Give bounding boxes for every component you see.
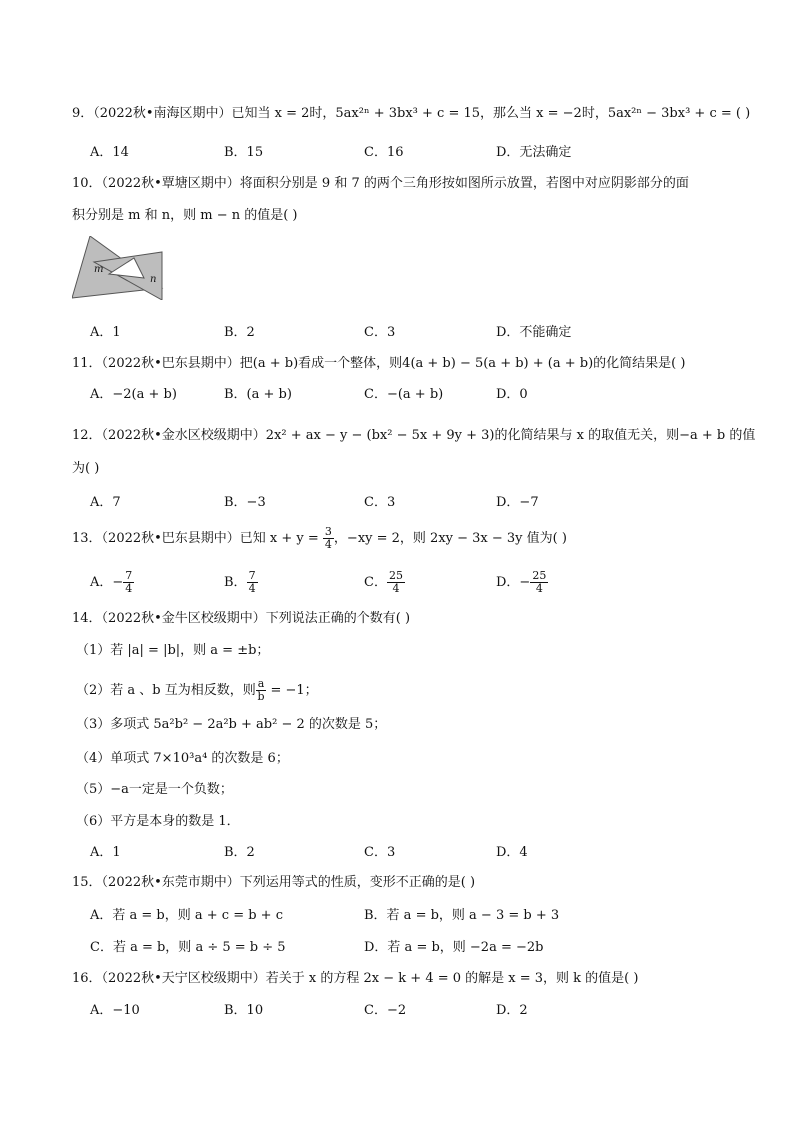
fraction-numerator: 25 bbox=[532, 569, 547, 582]
option-a: A．7 bbox=[90, 495, 121, 510]
option-a: A．−2(a + b) bbox=[90, 387, 177, 402]
question-14-item-6: （6）平方是本身的数是 1． bbox=[76, 814, 240, 829]
question-15-options-row2 bbox=[90, 938, 710, 958]
option-b: B．2 bbox=[224, 845, 255, 860]
question-10-stem-line2: 积分别是 m 和 n，则 m − n 的值是( ) bbox=[72, 208, 298, 223]
option-a: A．−10 bbox=[90, 1003, 140, 1018]
option-c: C．3 bbox=[364, 845, 396, 860]
option-fraction bbox=[123, 570, 134, 595]
option-c: C．−2 bbox=[364, 1003, 407, 1018]
option-d: D．2 bbox=[496, 1003, 528, 1018]
fraction-numerator: a bbox=[257, 677, 265, 690]
question-15-options-row1 bbox=[90, 906, 710, 926]
fraction-numerator: 7 bbox=[248, 569, 256, 582]
option-a: A．1 bbox=[90, 325, 121, 340]
item-2-after: = −1； bbox=[266, 683, 318, 698]
option-c: C．16 bbox=[364, 145, 404, 160]
question-10-options bbox=[90, 323, 710, 343]
question-11-stem: 11．（2022秋•巴东县期中）把(a + b)看成一个整体，则4(a + b) − 5(a + b) + (a + b)的化简结果是( ) bbox=[72, 356, 686, 371]
option-b: B．2 bbox=[224, 325, 255, 340]
question-9-options bbox=[90, 143, 710, 163]
fraction-denominator: 4 bbox=[392, 582, 400, 595]
question-14-stem: 14．（2022秋•金牛区校级期中）下列说法正确的个数有( ) bbox=[72, 611, 411, 626]
question-13-options bbox=[90, 569, 710, 595]
option-b: B．若 a = b，则 a − 3 = b + 3 bbox=[364, 908, 560, 923]
fraction-denominator: 4 bbox=[324, 538, 332, 551]
option-d: D．若 a = b，则 −2a = −2b bbox=[364, 940, 544, 955]
label-m: m bbox=[94, 264, 104, 275]
question-15-stem: 15．（2022秋•东莞市期中）下列运用等式的性质，变形不正确的是( ) bbox=[72, 875, 476, 890]
question-13-stem bbox=[72, 526, 732, 551]
option-prefix: D．− bbox=[496, 575, 531, 590]
question-16-options bbox=[90, 1001, 710, 1021]
fraction-denominator: 4 bbox=[535, 582, 543, 595]
question-12-stem-line1: 12．（2022秋•金水区校级期中）2x² + ax − y − (bx² − 5x + 9y + 3)的化简结果与 x 的取值无关，则−a + b 的值 bbox=[72, 428, 756, 443]
fraction-denominator: 4 bbox=[248, 582, 256, 595]
option-prefix: B． bbox=[224, 575, 247, 590]
label-n: n bbox=[150, 274, 157, 285]
question-14-item-2 bbox=[76, 678, 318, 703]
fraction-numerator: 3 bbox=[324, 525, 332, 538]
option-fraction bbox=[387, 570, 405, 595]
fraction-denominator: 4 bbox=[125, 582, 133, 595]
option-d bbox=[496, 570, 548, 595]
option-c: C．若 a = b，则 a ÷ 5 = b ÷ 5 bbox=[90, 940, 286, 955]
option-d: D．−7 bbox=[496, 495, 539, 510]
question-13-fraction bbox=[323, 526, 334, 551]
option-fraction bbox=[530, 570, 548, 595]
option-prefix: C． bbox=[364, 575, 387, 590]
question-9-stem: 9．（2022秋•南海区期中）已知当 x = 2时，5ax²ⁿ + 3bx³ + c = 15，那么当 x = −2时，5ax²ⁿ − 3bx³ + c = ( ) bbox=[72, 106, 751, 121]
question-14-item-3: （3）多项式 5a²b² − 2a²b + ab² − 2 的次数是 5； bbox=[76, 717, 387, 732]
question-13-stem-after: ，−xy = 2，则 2xy − 3x − 3y 值为( ) bbox=[333, 531, 567, 546]
question-11-options bbox=[90, 385, 710, 405]
question-12-options bbox=[90, 493, 710, 513]
option-d: D．4 bbox=[496, 845, 528, 860]
overlapping-triangles-figure bbox=[72, 236, 168, 300]
option-b: B．−3 bbox=[224, 495, 266, 510]
question-14-item-4: （4）单项式 7×10³a⁴ 的次数是 6； bbox=[76, 751, 289, 766]
option-a: A．若 a = b，则 a + c = b + c bbox=[90, 908, 283, 923]
option-b: B．(a + b) bbox=[224, 387, 292, 402]
option-c: C．3 bbox=[364, 495, 396, 510]
item-2-text: （2）若 a 、b 互为相反数，则 bbox=[76, 683, 256, 698]
option-c: C．−(a + b) bbox=[364, 387, 444, 402]
option-d: D．0 bbox=[496, 387, 528, 402]
fraction-denominator: b bbox=[257, 690, 265, 703]
option-a bbox=[90, 570, 134, 595]
question-12-stem-line2: 为( ) bbox=[72, 461, 100, 476]
option-prefix: A．− bbox=[90, 575, 124, 590]
option-fraction bbox=[247, 570, 258, 595]
option-d: D．不能确定 bbox=[496, 325, 572, 340]
question-16-stem: 16．（2022秋•天宁区校级期中）若关于 x 的方程 2x − k + 4 = 0 的解是 x = 3，则 k 的值是( ) bbox=[72, 971, 639, 986]
question-10-stem-line1: 10．（2022秋•覃塘区期中）将面积分别是 9 和 7 的两个三角形按如图所示放置，若图中对应阴影部分的面 bbox=[72, 176, 689, 191]
fraction-numerator: 7 bbox=[125, 569, 133, 582]
option-a: A．1 bbox=[90, 845, 121, 860]
option-b: B．10 bbox=[224, 1003, 264, 1018]
fraction-numerator: 25 bbox=[388, 569, 403, 582]
question-14-options bbox=[90, 843, 710, 863]
item-2-fraction bbox=[256, 678, 267, 703]
option-d: D．无法确定 bbox=[496, 145, 572, 160]
question-14-item-5: （5）−a一定是一个负数； bbox=[76, 782, 233, 797]
option-a: A．14 bbox=[90, 145, 129, 160]
question-13-stem-before: 13．（2022秋•巴东县期中）已知 x + y = bbox=[72, 531, 323, 546]
option-c: C．3 bbox=[364, 325, 396, 340]
question-14-item-1: （1）若 |a| = |b|，则 a = ±b； bbox=[76, 643, 270, 658]
option-b: B．15 bbox=[224, 145, 264, 160]
option-b bbox=[224, 570, 258, 595]
option-c bbox=[364, 570, 405, 595]
